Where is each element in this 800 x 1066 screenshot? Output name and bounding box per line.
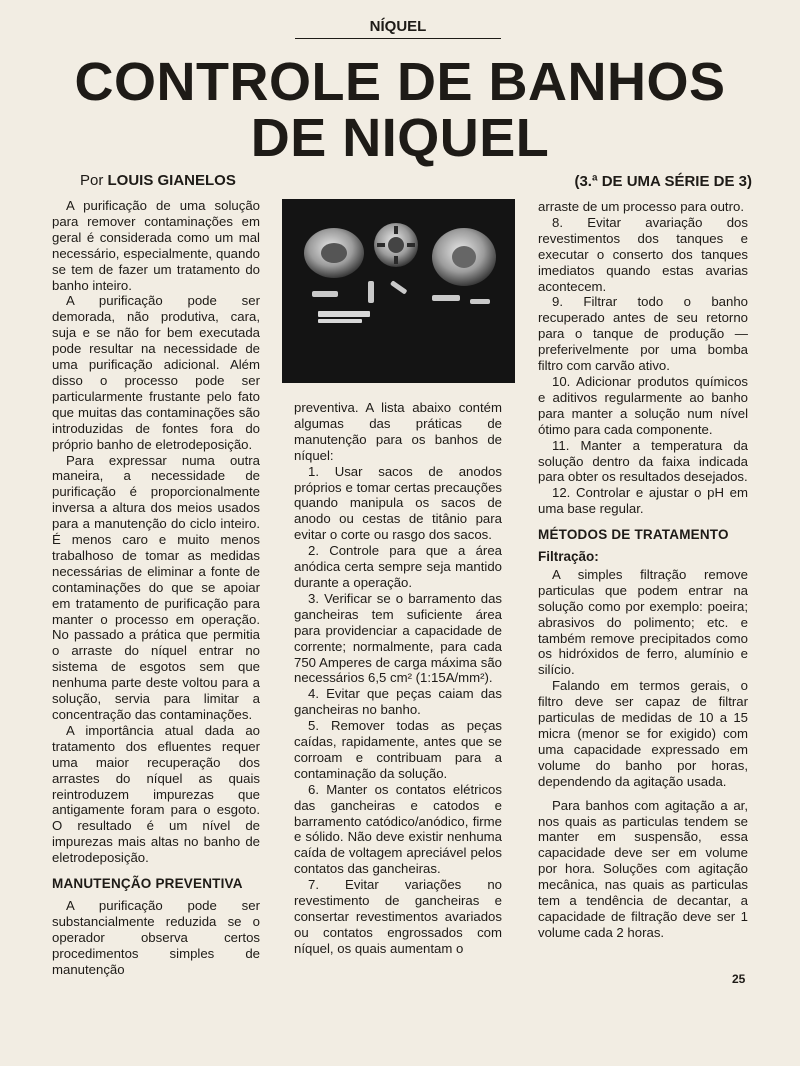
byline [80,172,236,189]
paragraph: A purificação pode ser demorada, não produtiva, cara, suja e se não for bem executada pode resultar na necessidade de uma purificação adicional. Além disso o processo pode ser particularmente frustante pelo fato que muitas das contaminações são introduzidas de fontes fora do próprio banho de eletrodeposição. [52,293,260,452]
paragraph: arraste de um processo para outro. [538,199,744,214]
paragraph: Para expressar numa outra maneira, a necessidade de purificação é proporcionalmente inversa a altura dos meios usados para a manutenção do ciclo inteiro. É menos caro e muito menos trabalhoso de tomar as medidas necessárias de eliminar a fonte de contaminações do que se apoiar em tratamento de purificação para manter o processo em operação. No passado a prática que permitia o arraste do níquel entrar no sistema de esgotos sem que nenhuma parte deste voltou para a solução, servia para limitar a concentração das contaminações. [52,452,260,722]
paragraph: A simples filtração remove particulas que podem entrar na solução como por exemplo: poeira; abrasivos do polimento; etc. e também remove precipitados como os hidróxidos de ferro, alumínio e silício. [538,566,748,678]
list-item: 6. Manter os contatos elétricos das gancheiras e catodos e barramento catódico/anódico, firme e sólido. Não deve existir nenhuma caída de voltagem apreciável pelos contatos das gancheiras. [294,781,502,877]
paragraph: Para banhos com agitação a ar, nos quais as particulas tendem se manter em suspensão, essa capacidade deve ser em volume por hora. Soluções com agitação mecânica, nas quais as particulas tem a tendência de decantar, a capacidade de filtração deve ser 1 volume cada 2 horas. [538,797,748,940]
list-item: 8. Evitar avariação dos revestimentos dos tanques e executar o conserto dos tanques imediatos quando estas avarias acontecem. [538,214,748,294]
list-item: 1. Usar sacos de anodos próprios e tomar certas precauções quando manipula os sacos de anodo ou cestas de titânio para evitar o corte ou rasgo dos sacos. [294,463,502,543]
list-item: 2. Controle para que a área anódica certa sempre seja mantido durante a operação. [294,543,502,590]
section-heading: MANUTENÇÃO PREVENTIVA [52,876,243,892]
paragraph: A purificação pode ser substancialmente reduzida se o operador observa certos procedimentos simples de manutenção [52,897,260,977]
subsection-heading: Filtração: [538,549,599,565]
photo-illustration [282,199,515,383]
list-item: 4. Evitar que peças caiam das gancheiras no banho. [294,686,502,718]
list-item: 9. Filtrar todo o banho recuperado antes de seu retorno para o tanque de produção — preferivelmente por uma bomba filtro com carvão ativo. [538,294,748,374]
series-label: (3.ª DE UMA SÉRIE DE 3) [574,173,752,190]
list-item: 7. Evitar variações no revestimento de gancheiras e consertar revestimentos avariados ou contatos engrossados com níquel, os quais aumentam o [294,877,502,956]
list-item: 5. Remover todas as peças caídas, rapidamente, antes que se corroam e contribuam para a contaminação da solução. [294,718,502,781]
section-label: NÍQUEL [295,18,501,39]
paragraph: preventiva. A lista abaixo contém algumas das práticas de manutenção para os banhos de níquel: [294,400,502,463]
list-item: 12. Controlar e ajustar o pH em uma base regular. [538,485,748,517]
paragraph: Falando em termos gerais, o filtro deve ser capaz de filtrar particulas de medidas de 10 a 15 micra (menor se for exigido) com uma capacidade expressado em volume do banho por horas, dependendo da agitação usada. [538,678,748,789]
paragraph: A purificação de uma solução para remover contaminações em geral é considerada como um mal necessário, especialmente, quando se tem de fazer um tratamento do banho inteiro. [52,198,260,293]
article-photo [282,199,515,383]
paragraph: A importância atual dada ao tratamento dos efluentes requer uma maior recuperação dos arrastes do níquel as quais reintroduzem impurezas que antigamente foram para o esgoto. O resultado é um nível de impurezas mais altas no banho de eletrodeposição. [52,722,260,866]
byline-prefix: Por [80,172,104,189]
author-name: LOUIS GIANELOS [107,172,236,189]
section-heading: MÉTODOS DE TRATAMENTO [538,527,729,543]
page-number: 25 [732,972,746,986]
list-item: 3. Verificar se o barramento das gancheiras tem suficiente área para providenciar a capacidade de corrente; normalmente, para cada 750 Amperes de carga máxima são necessários 6,5 cm² (1:15A/mm²). [294,590,502,686]
column-middle [294,400,502,957]
column-left [52,198,260,978]
list-item: 10. Adicionar produtos químicos e aditivos regularmente ao banho para manter a solução num nível ótimo para cada componente. [538,373,748,437]
list-item: 11. Manter a temperatura da solução dentro da faixa indicada para obter os resultados desejados. [538,437,748,485]
column-right [538,199,748,941]
article-title: CONTROLE DE BANHOS DE NIQUEL [74,52,726,168]
